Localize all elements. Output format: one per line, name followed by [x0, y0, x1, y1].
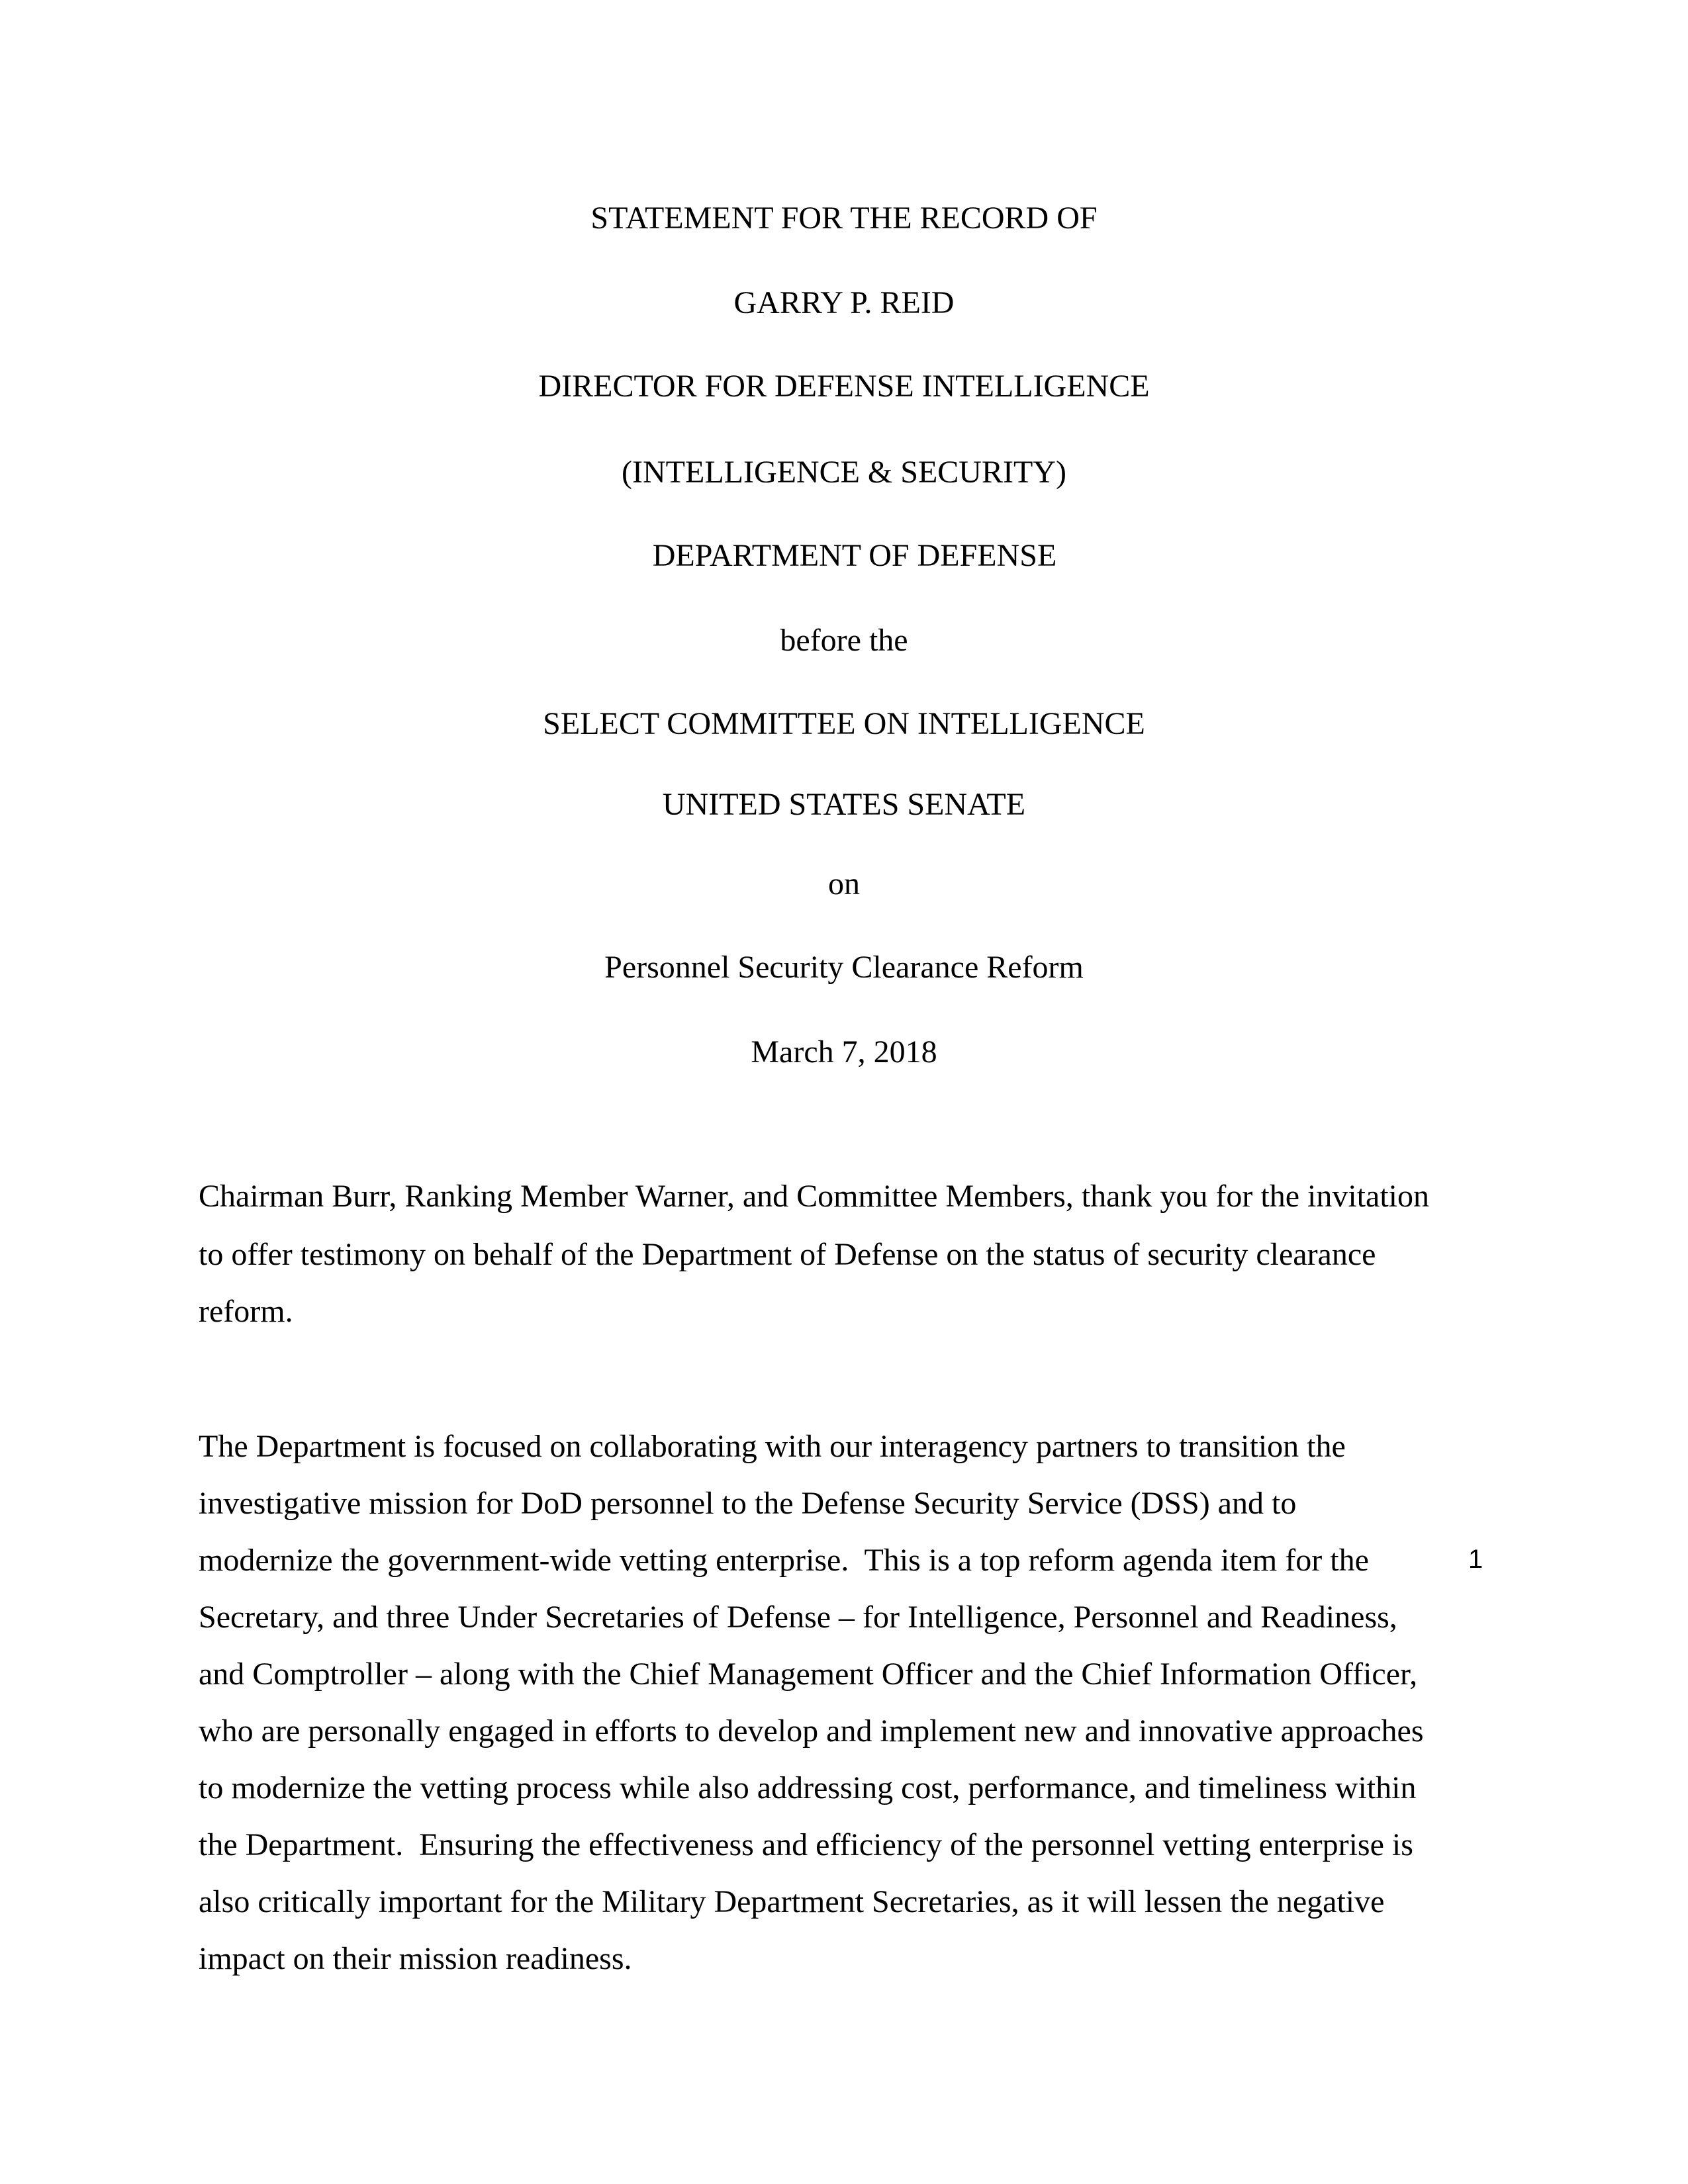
body-line: The Department is focused on collaborating with our interagency partners to transition the — [199, 1429, 1346, 1464]
body-line: Secretary, and three Under Secretaries of Defense – for Intelligence, Personnel and Readiness, — [199, 1600, 1397, 1635]
body-line: also critically important for the Military Department Secretaries, as it will lessen the negative — [199, 1884, 1385, 1919]
heading-line: (INTELLIGENCE & SECURITY) — [622, 455, 1066, 490]
body-line: the Department. Ensuring the effectiveness and efficiency of the personnel vetting enterprise is — [199, 1827, 1413, 1862]
body-line: to modernize the vetting process while also addressing cost, performance, and timeliness within — [199, 1770, 1417, 1805]
heading-line: Personnel Security Clearance Reform — [604, 950, 1084, 985]
body-line: and Comptroller – along with the Chief Management Officer and the Chief Information Officer, — [199, 1657, 1418, 1692]
body-line: modernize the government-wide vetting enterprise. This is a top reform agenda item for the — [199, 1543, 1369, 1578]
body-line: Chairman Burr, Ranking Member Warner, and Committee Members, thank you for the invitation — [199, 1179, 1429, 1214]
page-number: 1 — [1468, 1545, 1483, 1574]
heading-line: STATEMENT FOR THE RECORD OF — [590, 201, 1098, 236]
heading-line: DEPARTMENT OF DEFENSE — [652, 538, 1057, 573]
heading-line: SELECT COMMITTEE ON INTELLIGENCE — [543, 706, 1145, 741]
heading-line: UNITED STATES SENATE — [662, 787, 1026, 822]
heading-line: DIRECTOR FOR DEFENSE INTELLIGENCE — [538, 369, 1150, 404]
body-line: who are personally engaged in efforts to develop and implement new and innovative approaches — [199, 1713, 1424, 1749]
body-line: reform. — [199, 1294, 293, 1329]
body-line: investigative mission for DoD personnel to the Defense Security Service (DSS) and to — [199, 1486, 1297, 1521]
heading-line: March 7, 2018 — [751, 1034, 937, 1069]
heading-line: before the — [780, 623, 908, 658]
body-line: impact on their mission readiness. — [199, 1941, 632, 1976]
heading-line: GARRY P. REID — [733, 285, 955, 320]
body-line: to offer testimony on behalf of the Department of Defense on the status of security clearance — [199, 1237, 1376, 1272]
heading-line: on — [828, 866, 860, 901]
